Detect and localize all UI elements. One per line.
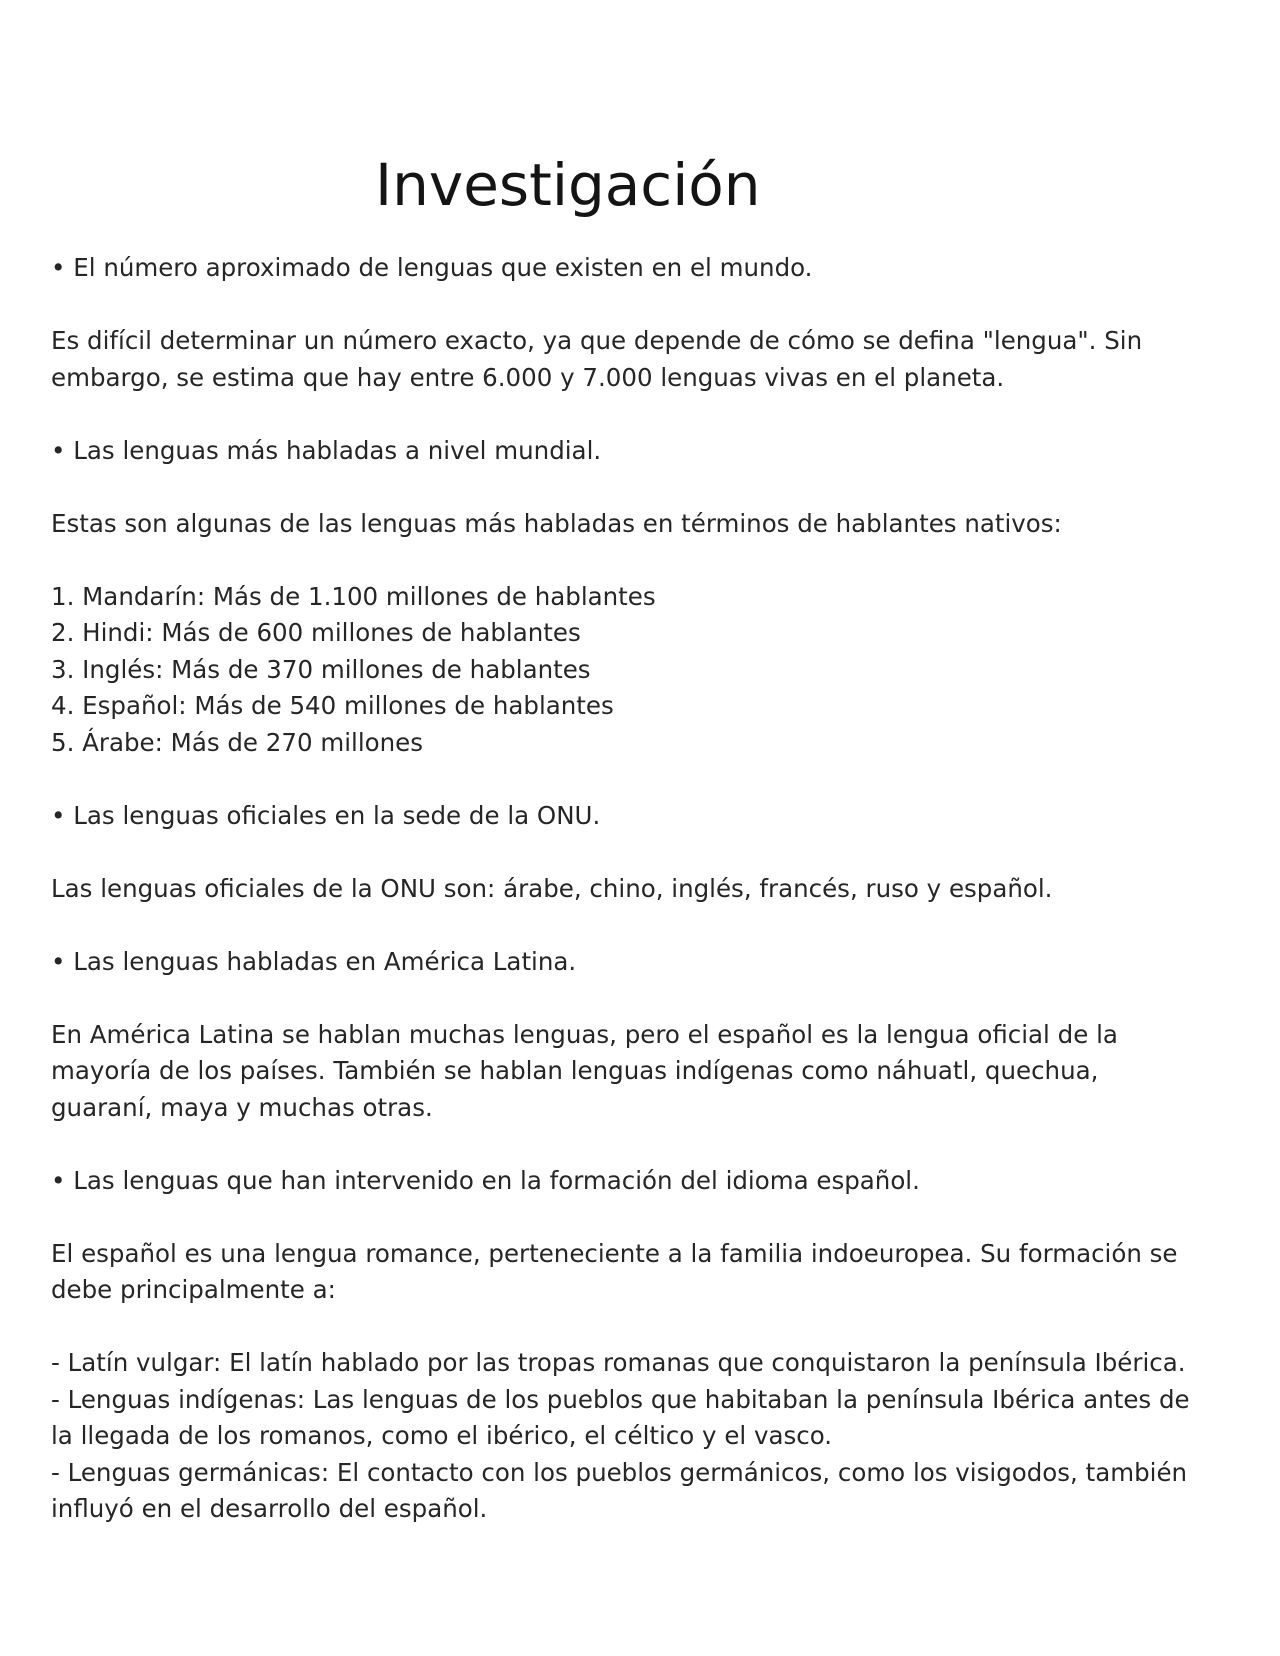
section-paragraph-spanish-formation: El español es una lengua romance, perteneciente a la familia indoeuropea. Su formación se debe principalmente a: bbox=[51, 1238, 1178, 1304]
list-item: 1. Mandarín: Más de 1.100 millones de hablantes bbox=[51, 581, 656, 611]
section-heading-most-spoken: • Las lenguas más habladas a nivel mundial. bbox=[51, 435, 602, 465]
list-item: - Lenguas germánicas: El contacto con los pueblos germánicos, como los visigodos, también influyó en el desarrollo del español. bbox=[51, 1457, 1188, 1523]
most-spoken-list bbox=[51, 579, 1201, 762]
section-paragraph-onu-languages: Las lenguas oficiales de la ONU son: árabe, chino, inglés, francés, ruso y español. bbox=[51, 873, 1053, 903]
page-title: Investigación bbox=[375, 151, 761, 219]
list-item: 3. Inglés: Más de 370 millones de hablantes bbox=[51, 654, 591, 684]
section-heading-latin-america: • Las lenguas habladas en América Latina. bbox=[51, 946, 577, 976]
section-heading-number-of-languages: • El número aproximado de lenguas que existen en el mundo. bbox=[51, 253, 813, 282]
document-body bbox=[51, 250, 1201, 1528]
section-heading-onu-languages: • Las lenguas oficiales en la sede de la ONU. bbox=[51, 800, 601, 830]
list-item: 2. Hindi: Más de 600 millones de hablantes bbox=[51, 618, 581, 647]
section-heading-spanish-formation: • Las lenguas que han intervenido en la formación del idioma español. bbox=[51, 1165, 920, 1195]
list-item: 4. Español: Más de 540 millones de hablantes bbox=[51, 691, 614, 720]
spanish-formation-items bbox=[51, 1345, 1201, 1528]
section-paragraph-most-spoken: Estas son algunas de las lenguas más habladas en términos de hablantes nativos: bbox=[51, 508, 1062, 538]
list-item: - Lenguas indígenas: Las lenguas de los pueblos que habitaban la península Ibérica antes de la llegada de los romanos, como el ibérico, el céltico y el vasco. bbox=[51, 1384, 1190, 1450]
section-paragraph-latin-america: En América Latina se hablan muchas lenguas, pero el español es la lengua oficial de la mayoría de los países. También se hablan lenguas indígenas como náhuatl, quechua, guaraní, maya y muchas otras. bbox=[51, 1019, 1118, 1122]
list-item: - Latín vulgar: El latín hablado por las tropas romanas que conquistaron la península Ibérica. bbox=[51, 1348, 1186, 1377]
section-paragraph-number-of-languages: Es difícil determinar un número exacto, ya que depende de cómo se defina "lengua". Sin embargo, se estima que hay entre 6.000 y 7.000 lenguas vivas en el planeta. bbox=[51, 326, 1143, 392]
list-item: 5. Árabe: Más de 270 millones bbox=[51, 727, 423, 757]
